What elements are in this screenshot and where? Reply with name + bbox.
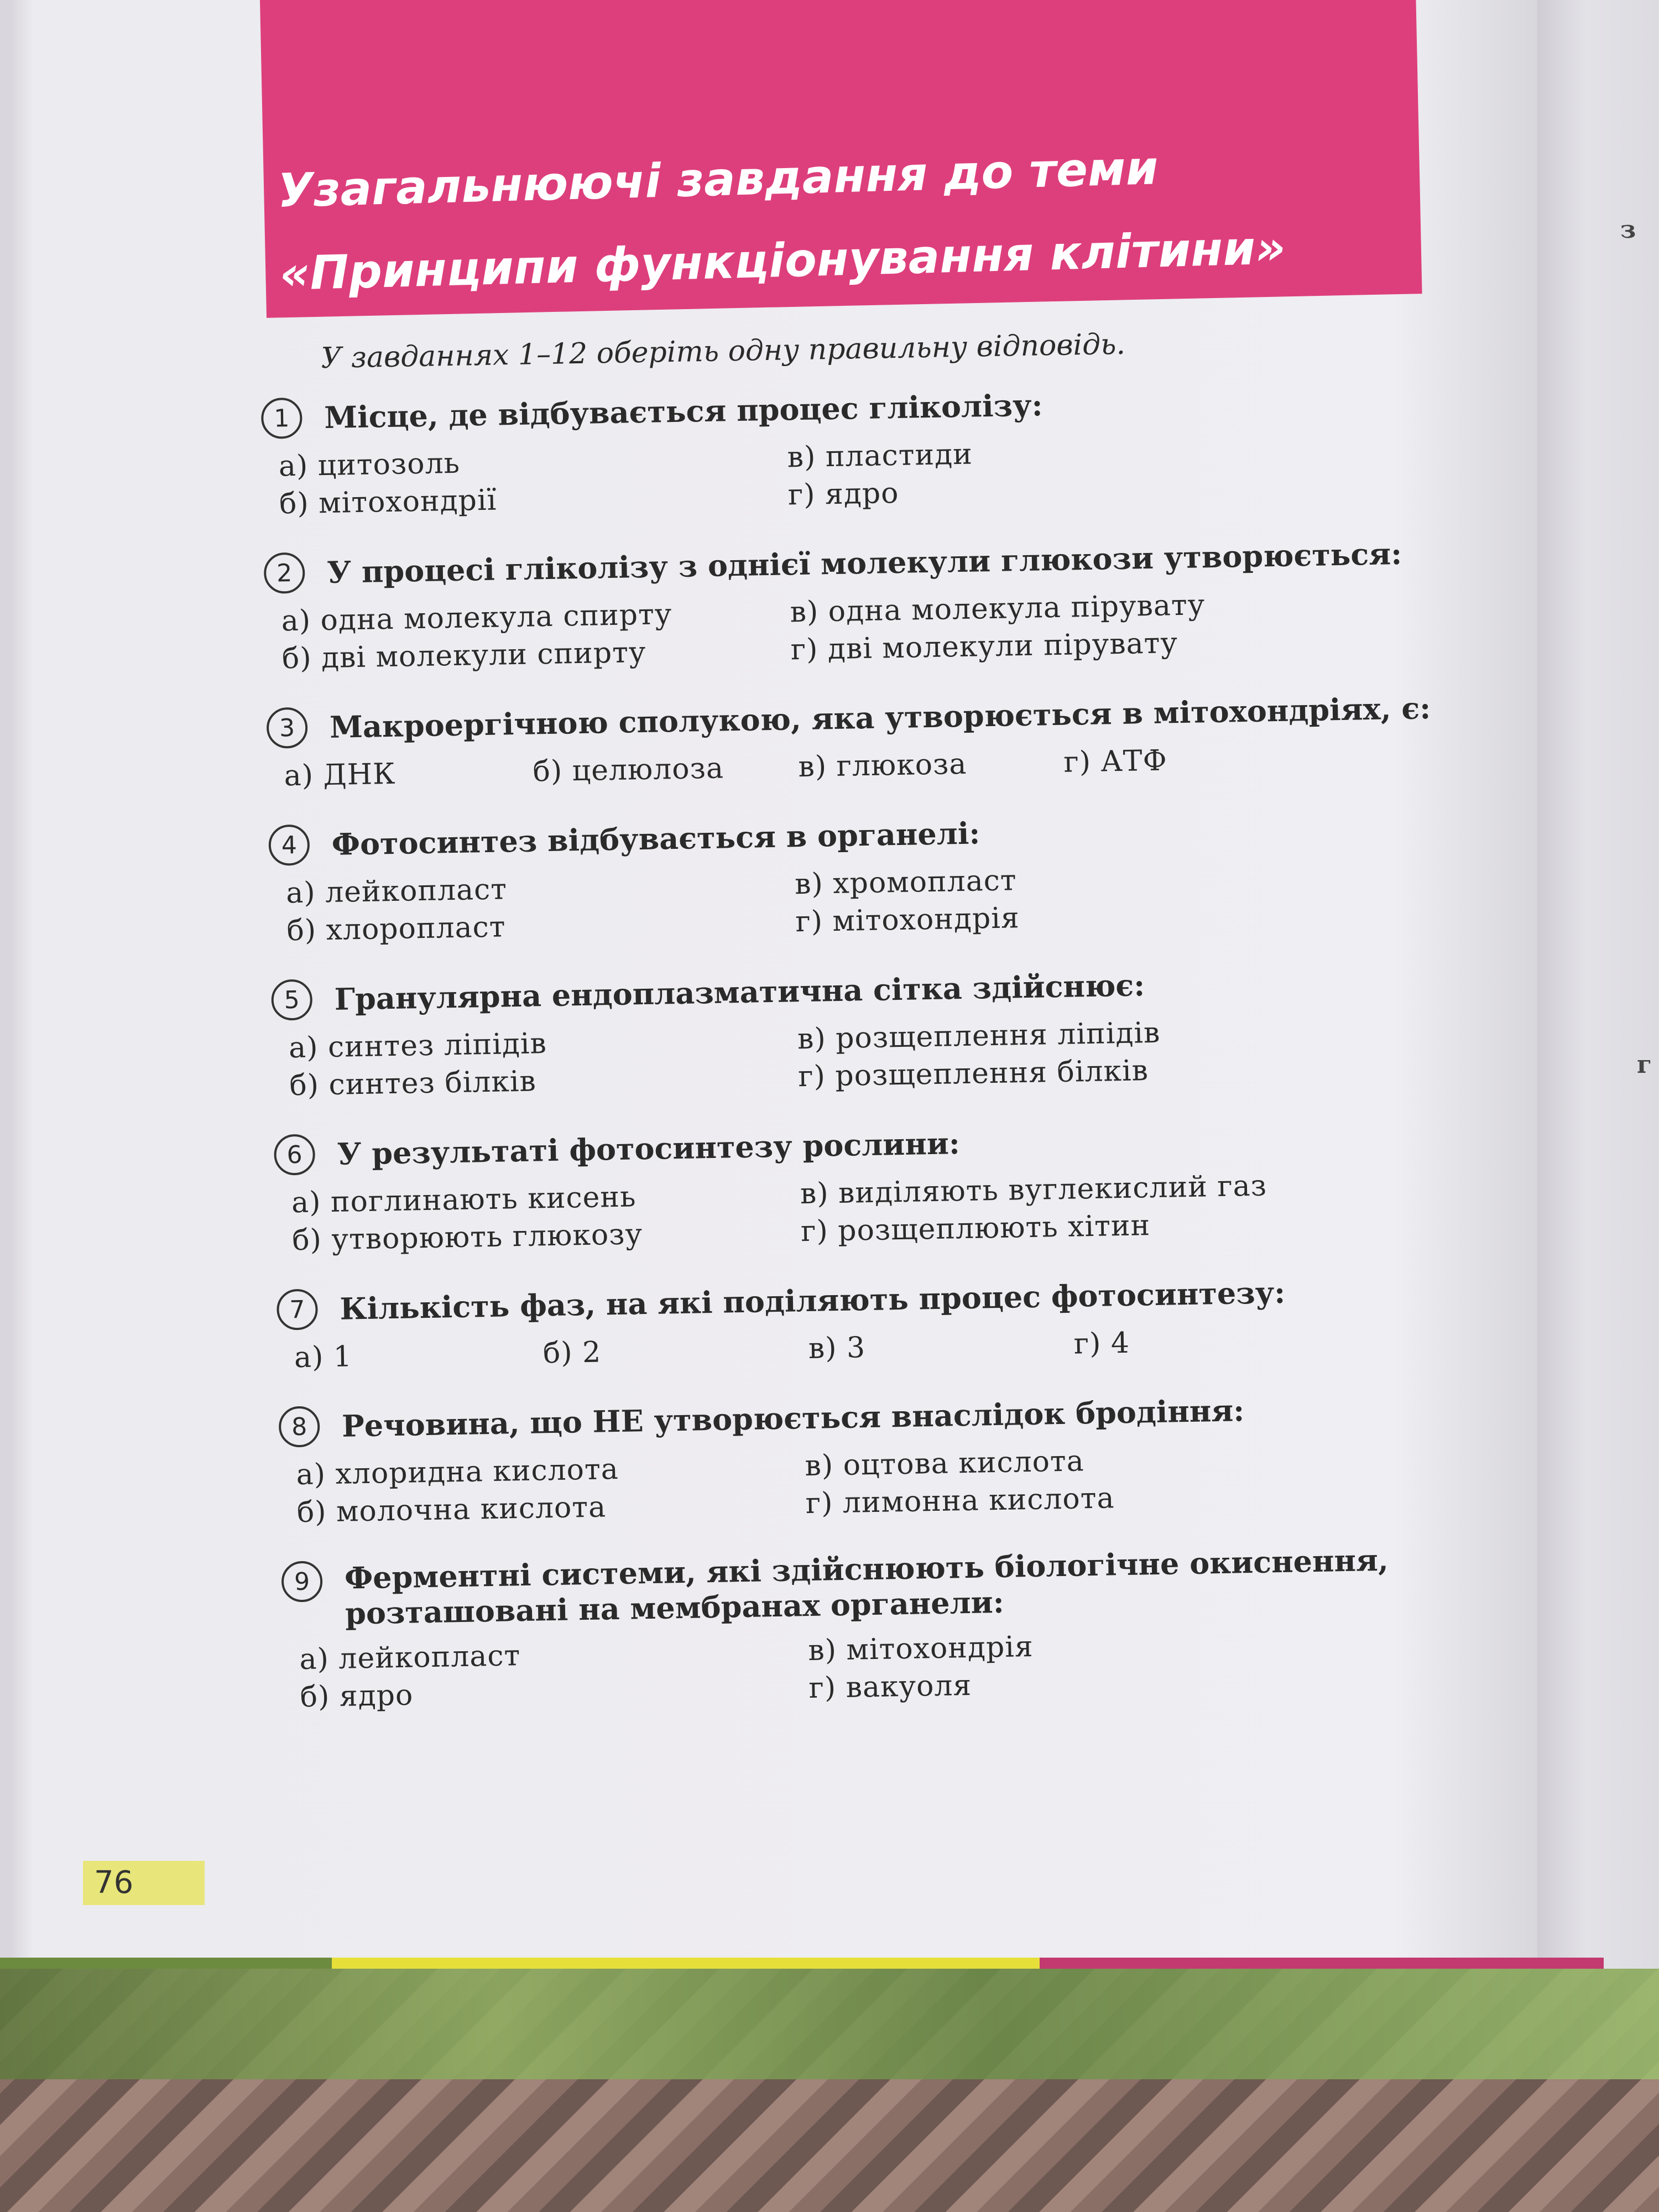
question-text: Фотосинтез відбувається в органелі: [331,815,980,862]
question-number: 4 [268,825,310,866]
question-number: 3 [267,707,308,749]
question-number: 9 [281,1561,322,1602]
option: б) целюлоза [533,752,724,789]
option: в) одна молекула пірувату [790,588,1206,629]
option: б) 2 [542,1335,602,1370]
question-text: Гранулярна ендоплазматична сітка здійснює: [334,967,1145,1017]
question-number: 7 [276,1288,318,1330]
question-number: 1 [261,398,302,439]
option: б) молочна кислота [296,1490,607,1530]
question-8 [279,1386,1470,1529]
option: а) хлоридна кислота [296,1452,619,1492]
option: б) синтез білків [289,1065,537,1103]
right-page-fragment: г [1637,1051,1652,1079]
option: г) 4 [1073,1326,1130,1361]
option: а) ДНК [284,757,396,793]
option: б) дві молекули спирту [281,635,646,676]
background-plastic [0,1969,1659,2079]
option: а) одна молекула спирту [281,598,672,638]
instruction: У завданнях 1–12 оберіть одну правильну відповідь. [320,327,1126,375]
option: г) ядро [787,476,899,512]
option: а) синтез ліпідів [288,1027,547,1065]
question-7 [276,1269,1467,1374]
option: г) вакуоля [808,1668,972,1705]
option: в) виділяють вуглекислий газ [800,1169,1267,1211]
option: а) 1 [294,1340,353,1375]
option: в) оцтова кислота [805,1444,1085,1483]
page-title: Узагальнюючі завдання до теми «Принципи функціонування клітини» [276,140,1286,301]
option: а) лейкопласт [285,873,508,910]
option: г) розщеплюють хітин [800,1209,1151,1249]
option: г) дві молекули пірувату [790,627,1178,667]
option: б) ядро [300,1678,414,1714]
option: г) розщеплення білків [797,1054,1149,1094]
question-text: У процесі гліколізу з однієї молекули глюкози утворюється: [326,536,1402,590]
question-6 [274,1114,1465,1257]
question-number: 6 [274,1134,315,1175]
option: г) лимонна кислота [805,1481,1115,1521]
option: в) 3 [808,1331,866,1365]
question-3 [267,687,1457,792]
option: б) хлоропласт [286,910,506,948]
question-text: Кількість фаз, на які поділяють процес фотосинтезу: [339,1274,1286,1327]
question-5 [271,959,1462,1102]
question-text: Макроергічною сполукою, яка утворюється в мітохондріях, є: [329,690,1431,745]
option: в) пластиди [787,437,973,474]
page-number: 76 [83,1861,205,1905]
question-number: 2 [264,552,305,594]
question-4 [268,804,1459,947]
option: б) утворюють глюкозу [291,1218,643,1258]
question-text: Речовина, що НЕ утворюється внаслідок бродіння: [341,1392,1245,1444]
question-text: Ферментні системи, які здійснюють біологічне окиснення, розташовані на мембранах органели: [344,1542,1389,1631]
question-text: Місце, де відбувається процес гліколізу: [324,387,1044,435]
question-2 [264,532,1455,675]
question-number: 8 [279,1406,320,1447]
question-text: У результаті фотосинтезу рослини: [337,1125,961,1172]
right-page-edge [1537,0,1659,1980]
option: г) мітохондрія [795,901,1020,939]
option: а) цитозоль [278,446,461,483]
option: в) мітохондрія [807,1630,1034,1668]
question-9 [281,1541,1472,1714]
task-list [260,322,1473,1746]
question-number: 5 [271,979,312,1021]
question-1 [261,377,1452,520]
option: в) хромопласт [794,864,1018,901]
right-page-fragment: з [1620,216,1636,244]
option: а) лейкопласт [299,1639,521,1677]
option: в) розщеплення ліпідів [797,1016,1161,1056]
option: а) поглинають кисень [291,1180,637,1220]
option: в) глюкоза [798,747,967,784]
option: б) мітохондрії [279,483,497,521]
option: г) АТФ [1063,744,1168,779]
